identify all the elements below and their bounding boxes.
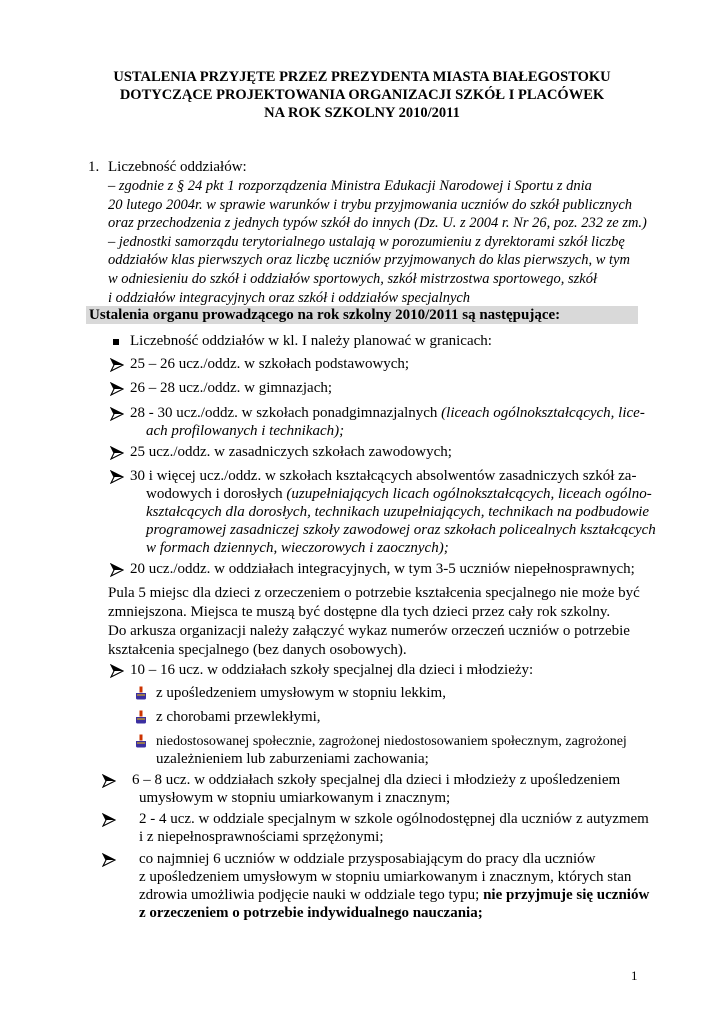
arrow-bullet-icon	[110, 358, 124, 372]
arrow-bullet-icon	[110, 407, 124, 421]
text-run-bold: z orzeczeniem o potrzebie indywidualnego nauczania;	[139, 905, 483, 921]
note-line: Pula 5 miejsc dla dzieci z orzeczeniem o potrzebie kształcenia specjalnego nie może być	[108, 585, 640, 601]
list-item-text-cont	[146, 503, 649, 522]
note-paragraph	[108, 584, 640, 660]
paragraph-line: – zgodnie z § 24 pkt 1 rozporządzenia Ministra Edukacji Narodowej i Sportu z dnia	[108, 178, 592, 194]
arrow-bullet-icon	[110, 382, 124, 396]
shaded-heading-text: Ustalenia organu prowadzącego na rok szkolny 2010/2011 są następujące:	[89, 307, 561, 323]
text-run: 28 - 30 ucz./oddz. w szkołach ponadgimnazjalnych	[130, 405, 442, 421]
section-label: Liczebność oddziałów:	[108, 159, 247, 175]
arrow-bullet-icon	[102, 813, 116, 827]
text-run-italic: w formach dziennych, wieczorowych i zaocznych);	[146, 540, 449, 556]
list-item-text: 6 – 8 ucz. w oddziałach szkoły specjalnej dla dzieci i młodzieży z upośledzeniem	[132, 772, 621, 788]
arrow-bullet-icon	[110, 664, 124, 678]
list-item-text: 30 i więcej ucz./oddz. w szkołach kształcących absolwentów zasadniczych szkół za-	[130, 468, 637, 484]
pointing-hand-icon	[134, 734, 148, 748]
note-line: zmniejszona. Miejsca te muszą być dostępne dla tych dzieci przez cały rok szkolny.	[108, 604, 611, 620]
paragraph-line: 20 lutego 2004r. w sprawie warunków i trybu przyjmowania uczniów do szkół publicznych	[108, 196, 633, 213]
list-item-text: 26 – 28 ucz./oddz. w gimnazjach;	[130, 380, 333, 396]
title-line-3: NA ROK SZKOLNY 2010/2011	[264, 105, 460, 121]
arrow-bullet-icon	[110, 563, 124, 577]
paragraph-line: oraz przechodzenia z jednych typów szkół do innych (Dz. U. z 2004 r. Nr 26, poz. 232 ze zm.)	[108, 215, 647, 232]
pointing-hand-icon	[134, 686, 148, 700]
square-bullet-icon	[113, 339, 119, 345]
paragraph-line: oddziałów klas pierwszych oraz liczbę uczniów przyjmowanych do klas pierwszych, w tym	[108, 252, 630, 269]
section-number: 1.	[88, 159, 100, 175]
paragraph-line: – jednostki samorządu terytorialnego ustalają w porozumieniu z dyrektorami szkół liczbę	[108, 233, 625, 250]
list-item-text-cont	[146, 485, 652, 504]
list-item-text-cont	[139, 904, 483, 923]
list-item-text: 2 - 4 ucz. w oddziale specjalnym w szkole ogólnodostępnej dla uczniów z autyzmem	[139, 811, 649, 827]
list-item-text: 25 ucz./oddz. w zasadniczych szkołach zawodowych;	[130, 444, 452, 460]
text-run-italic: programowej zasadniczej szkoły zawodowej oraz szkołach policealnych kształcących	[146, 522, 656, 538]
list-item-text: 20 ucz./oddz. w oddziałach integracyjnych, w tym 3-5 uczniów niepełnosprawnych;	[130, 561, 635, 577]
sub-list-item-text-cont: uzależnieniem lub zaburzeniami zachowania;	[156, 751, 429, 767]
shaded-heading	[86, 306, 638, 324]
text-run-italic: (uzupełniających licach ogólnokształcących, liceach ogólno-	[286, 486, 652, 502]
sub-list-item-text: z chorobami przewlekłymi,	[156, 709, 321, 725]
list-item-text-cont: z upośledzeniem umysłowym w stopniu umiarkowanym i znacznym, których stan	[139, 869, 632, 885]
paragraph-line: w odniesieniu do szkół i oddziałów sportowych, szkół mistrzostwa sportowego, szkół	[108, 270, 597, 287]
arrow-bullet-icon	[110, 446, 124, 460]
paragraph-line: i oddziałów integracyjnych oraz szkół i oddziałów specjalnych	[108, 289, 471, 306]
square-item-text: Liczebność oddziałów w kl. I należy planować w granicach:	[130, 333, 492, 349]
text-run: wodowych i dorosłych	[146, 486, 287, 502]
sub-list-item-text: niedostosowanej społecznie, zagrożonej niedostosowaniem społecznym, zagrożonej	[156, 734, 627, 749]
text-run-italic: kształcących dla dorosłych, technikach uzupełniających, technikach na podbudowie	[146, 504, 650, 520]
list-item-text-cont	[146, 521, 656, 540]
list-item-text-cont: i z niepełnosprawnościami sprzężonymi;	[139, 829, 384, 845]
list-item-text-cont	[146, 539, 449, 558]
list-item-text-cont	[146, 422, 344, 441]
list-item-text: 10 – 16 ucz. w oddziałach szkoły specjalnej dla dzieci i młodzieży:	[130, 662, 534, 678]
page-number: 1	[631, 968, 638, 983]
list-item-text	[130, 404, 645, 423]
arrow-bullet-icon	[102, 853, 116, 867]
legal-basis-paragraph	[108, 177, 647, 307]
list-item-text: co najmniej 6 uczniów w oddziale przysposabiającym do pracy dla uczniów	[139, 851, 596, 867]
list-item-text: 25 – 26 ucz./oddz. w szkołach podstawowych;	[130, 356, 410, 372]
text-run-italic: ach profilowanych i technikach);	[146, 423, 345, 439]
title-line-2: DOTYCZĄCE PROJEKTOWANIA ORGANIZACJI SZKÓŁ I PLACÓWEK	[119, 87, 605, 103]
text-run-bold: nie przyjmuje się uczniów	[483, 887, 650, 903]
title-line-1: USTALENIA PRZYJĘTE PRZEZ PREZYDENTA MIASTA BIAŁEGOSTOKU	[113, 69, 611, 85]
pointing-hand-icon	[134, 710, 148, 724]
text-run: zdrowia umożliwia podjęcie nauki w oddziale tego typu;	[139, 887, 484, 903]
list-item-text-cont	[139, 886, 649, 905]
arrow-bullet-icon	[110, 470, 124, 484]
document-title	[60, 68, 664, 122]
sub-list-item-text: z upośledzeniem umysłowym w stopniu lekkim,	[156, 685, 446, 701]
note-line: kształcenia specjalnego (bez danych osobowych).	[108, 642, 407, 658]
arrow-bullet-icon	[102, 774, 116, 788]
note-line: Do arkusza organizacji należy załączyć wykaz numerów orzeczeń uczniów o potrzebie	[108, 623, 630, 639]
text-run-italic: (liceach ogólnokształcących, lice-	[441, 405, 645, 421]
list-item-text-cont: umysłowym w stopniu umiarkowanym i znacznym;	[139, 790, 451, 806]
